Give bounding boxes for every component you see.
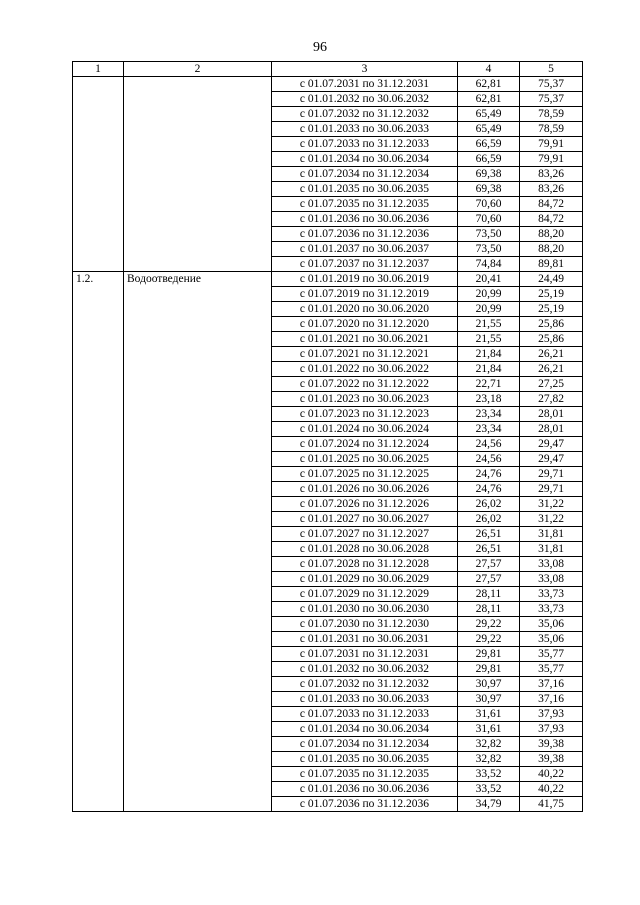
- tariff-value-cell: 28,11: [458, 587, 520, 602]
- column-header-2: 2: [124, 62, 272, 77]
- table-row: [73, 77, 583, 92]
- period-cell: с 01.07.2032 по 31.12.2032: [272, 677, 458, 692]
- period-cell: с 01.01.2035 по 30.06.2035: [272, 752, 458, 767]
- period-cell: с 01.01.2027 по 30.06.2027: [272, 512, 458, 527]
- tariff-value-cell: 26,02: [458, 497, 520, 512]
- tariff-vat-value-cell: 84,72: [520, 197, 583, 212]
- tariff-vat-value-cell: 37,93: [520, 722, 583, 737]
- table-body: [73, 77, 583, 812]
- tariff-value-cell: 27,57: [458, 557, 520, 572]
- tariff-vat-value-cell: 35,77: [520, 662, 583, 677]
- period-cell: с 01.01.2023 по 30.06.2023: [272, 392, 458, 407]
- period-cell: с 01.01.2025 по 30.06.2025: [272, 452, 458, 467]
- tariff-vat-value-cell: 75,37: [520, 77, 583, 92]
- tariff-vat-value-cell: 24,49: [520, 272, 583, 287]
- tariff-value-cell: 66,59: [458, 152, 520, 167]
- period-cell: с 01.07.2037 по 31.12.2037: [272, 257, 458, 272]
- tariff-vat-value-cell: 35,06: [520, 632, 583, 647]
- period-cell: с 01.07.2029 по 31.12.2029: [272, 587, 458, 602]
- tariff-value-cell: 23,18: [458, 392, 520, 407]
- period-cell: с 01.01.2022 по 30.06.2022: [272, 362, 458, 377]
- tariff-vat-value-cell: 39,38: [520, 752, 583, 767]
- tariff-vat-value-cell: 40,22: [520, 767, 583, 782]
- tariff-vat-value-cell: 25,19: [520, 302, 583, 317]
- tariff-value-cell: 73,50: [458, 227, 520, 242]
- tariff-vat-value-cell: 26,21: [520, 347, 583, 362]
- tariff-vat-value-cell: 29,71: [520, 482, 583, 497]
- tariff-value-cell: 62,81: [458, 77, 520, 92]
- tariff-value-cell: 29,81: [458, 647, 520, 662]
- tariff-value-cell: 32,82: [458, 737, 520, 752]
- tariff-vat-value-cell: 25,86: [520, 332, 583, 347]
- tariff-value-cell: 21,55: [458, 332, 520, 347]
- period-cell: с 01.01.2033 по 30.06.2033: [272, 692, 458, 707]
- tariff-value-cell: 33,52: [458, 767, 520, 782]
- tariff-vat-value-cell: 29,71: [520, 467, 583, 482]
- tariff-vat-value-cell: 83,26: [520, 167, 583, 182]
- tariff-value-cell: 69,38: [458, 182, 520, 197]
- column-header-4: 4: [458, 62, 520, 77]
- period-cell: с 01.01.2030 по 30.06.2030: [272, 602, 458, 617]
- item-number-cell: [73, 77, 124, 272]
- period-cell: с 01.07.2023 по 31.12.2023: [272, 407, 458, 422]
- tariff-vat-value-cell: 25,19: [520, 287, 583, 302]
- tariff-vat-value-cell: 28,01: [520, 407, 583, 422]
- period-cell: с 01.01.2034 по 30.06.2034: [272, 722, 458, 737]
- tariff-vat-value-cell: 27,82: [520, 392, 583, 407]
- period-cell: с 01.07.2031 по 31.12.2031: [272, 77, 458, 92]
- period-cell: с 01.01.2034 по 30.06.2034: [272, 152, 458, 167]
- tariff-value-cell: 20,99: [458, 287, 520, 302]
- tariff-value-cell: 29,81: [458, 662, 520, 677]
- tariff-value-cell: 26,02: [458, 512, 520, 527]
- service-name-cell: Водоотведение: [124, 272, 272, 812]
- tariff-vat-value-cell: 35,77: [520, 647, 583, 662]
- tariff-value-cell: 66,59: [458, 137, 520, 152]
- tariff-value-cell: 27,57: [458, 572, 520, 587]
- period-cell: с 01.01.2029 по 30.06.2029: [272, 572, 458, 587]
- table-header-row: [73, 62, 583, 77]
- tariff-value-cell: 69,38: [458, 167, 520, 182]
- tariff-value-cell: 62,81: [458, 92, 520, 107]
- tariff-vat-value-cell: 27,25: [520, 377, 583, 392]
- tariff-vat-value-cell: 84,72: [520, 212, 583, 227]
- tariff-value-cell: 73,50: [458, 242, 520, 257]
- tariff-value-cell: 24,76: [458, 482, 520, 497]
- period-cell: с 01.01.2020 по 30.06.2020: [272, 302, 458, 317]
- tariff-value-cell: 29,22: [458, 632, 520, 647]
- tariff-vat-value-cell: 78,59: [520, 107, 583, 122]
- period-cell: с 01.01.2026 по 30.06.2026: [272, 482, 458, 497]
- tariff-vat-value-cell: 41,75: [520, 797, 583, 812]
- period-cell: с 01.01.2037 по 30.06.2037: [272, 242, 458, 257]
- tariff-value-cell: 20,41: [458, 272, 520, 287]
- period-cell: с 01.01.2032 по 30.06.2032: [272, 662, 458, 677]
- tariff-vat-value-cell: 33,08: [520, 557, 583, 572]
- tariff-vat-value-cell: 31,22: [520, 497, 583, 512]
- item-number-cell: 1.2.: [73, 272, 124, 812]
- period-cell: с 01.07.2036 по 31.12.2036: [272, 797, 458, 812]
- tariff-table: [72, 61, 583, 812]
- tariff-value-cell: 23,34: [458, 422, 520, 437]
- period-cell: с 01.07.2022 по 31.12.2022: [272, 377, 458, 392]
- tariff-vat-value-cell: 88,20: [520, 227, 583, 242]
- tariff-value-cell: 65,49: [458, 122, 520, 137]
- tariff-value-cell: 30,97: [458, 677, 520, 692]
- tariff-vat-value-cell: 31,22: [520, 512, 583, 527]
- tariff-value-cell: 34,79: [458, 797, 520, 812]
- tariff-value-cell: 33,52: [458, 782, 520, 797]
- tariff-value-cell: 65,49: [458, 107, 520, 122]
- tariff-value-cell: 29,22: [458, 617, 520, 632]
- tariff-value-cell: 21,84: [458, 362, 520, 377]
- column-header-1: 1: [73, 62, 124, 77]
- period-cell: с 01.07.2027 по 31.12.2027: [272, 527, 458, 542]
- tariff-vat-value-cell: 37,93: [520, 707, 583, 722]
- period-cell: с 01.01.2036 по 30.06.2036: [272, 212, 458, 227]
- tariff-vat-value-cell: 26,21: [520, 362, 583, 377]
- tariff-value-cell: 21,84: [458, 347, 520, 362]
- service-name-cell: [124, 77, 272, 272]
- tariff-vat-value-cell: 29,47: [520, 437, 583, 452]
- tariff-value-cell: 70,60: [458, 197, 520, 212]
- tariff-vat-value-cell: 33,08: [520, 572, 583, 587]
- tariff-value-cell: 24,56: [458, 452, 520, 467]
- tariff-value-cell: 30,97: [458, 692, 520, 707]
- period-cell: с 01.07.2034 по 31.12.2034: [272, 737, 458, 752]
- tariff-value-cell: 26,51: [458, 542, 520, 557]
- period-cell: с 01.07.2034 по 31.12.2034: [272, 167, 458, 182]
- tariff-vat-value-cell: 79,91: [520, 137, 583, 152]
- period-cell: с 01.07.2024 по 31.12.2024: [272, 437, 458, 452]
- tariff-vat-value-cell: 28,01: [520, 422, 583, 437]
- tariff-vat-value-cell: 89,81: [520, 257, 583, 272]
- period-cell: с 01.07.2030 по 31.12.2030: [272, 617, 458, 632]
- period-cell: с 01.01.2028 по 30.06.2028: [272, 542, 458, 557]
- tariff-value-cell: 31,61: [458, 707, 520, 722]
- page-number: 96: [313, 40, 327, 55]
- period-cell: с 01.07.2033 по 31.12.2033: [272, 137, 458, 152]
- tariff-value-cell: 28,11: [458, 602, 520, 617]
- period-cell: с 01.07.2019 по 31.12.2019: [272, 287, 458, 302]
- tariff-value-cell: 24,76: [458, 467, 520, 482]
- period-cell: с 01.01.2024 по 30.06.2024: [272, 422, 458, 437]
- period-cell: с 01.07.2035 по 31.12.2035: [272, 197, 458, 212]
- tariff-vat-value-cell: 75,37: [520, 92, 583, 107]
- period-cell: с 01.01.2031 по 30.06.2031: [272, 632, 458, 647]
- tariff-vat-value-cell: 35,06: [520, 617, 583, 632]
- period-cell: с 01.01.2035 по 30.06.2035: [272, 182, 458, 197]
- period-cell: с 01.07.2025 по 31.12.2025: [272, 467, 458, 482]
- period-cell: с 01.01.2019 по 30.06.2019: [272, 272, 458, 287]
- column-header-5: 5: [520, 62, 583, 77]
- tariff-vat-value-cell: 25,86: [520, 317, 583, 332]
- period-cell: с 01.07.2033 по 31.12.2033: [272, 707, 458, 722]
- period-cell: с 01.01.2021 по 30.06.2021: [272, 332, 458, 347]
- tariff-vat-value-cell: 79,91: [520, 152, 583, 167]
- tariff-value-cell: 22,71: [458, 377, 520, 392]
- period-cell: с 01.07.2028 по 31.12.2028: [272, 557, 458, 572]
- tariff-value-cell: 32,82: [458, 752, 520, 767]
- tariff-value-cell: 24,56: [458, 437, 520, 452]
- tariff-vat-value-cell: 37,16: [520, 692, 583, 707]
- period-cell: с 01.07.2035 по 31.12.2035: [272, 767, 458, 782]
- tariff-vat-value-cell: 31,81: [520, 527, 583, 542]
- tariff-value-cell: 70,60: [458, 212, 520, 227]
- period-cell: с 01.07.2031 по 31.12.2031: [272, 647, 458, 662]
- tariff-vat-value-cell: 37,16: [520, 677, 583, 692]
- period-cell: с 01.01.2032 по 30.06.2032: [272, 92, 458, 107]
- tariff-vat-value-cell: 88,20: [520, 242, 583, 257]
- tariff-vat-value-cell: 29,47: [520, 452, 583, 467]
- table-row: [73, 272, 583, 287]
- period-cell: с 01.07.2026 по 31.12.2026: [272, 497, 458, 512]
- tariff-vat-value-cell: 83,26: [520, 182, 583, 197]
- tariff-value-cell: 20,99: [458, 302, 520, 317]
- tariff-vat-value-cell: 33,73: [520, 602, 583, 617]
- tariff-value-cell: 26,51: [458, 527, 520, 542]
- period-cell: с 01.07.2032 по 31.12.2032: [272, 107, 458, 122]
- tariff-value-cell: 23,34: [458, 407, 520, 422]
- tariff-value-cell: 21,55: [458, 317, 520, 332]
- tariff-vat-value-cell: 31,81: [520, 542, 583, 557]
- period-cell: с 01.07.2020 по 31.12.2020: [272, 317, 458, 332]
- period-cell: с 01.01.2036 по 30.06.2036: [272, 782, 458, 797]
- tariff-vat-value-cell: 39,38: [520, 737, 583, 752]
- tariff-vat-value-cell: 78,59: [520, 122, 583, 137]
- period-cell: с 01.07.2036 по 31.12.2036: [272, 227, 458, 242]
- tariff-value-cell: 31,61: [458, 722, 520, 737]
- column-header-3: 3: [272, 62, 458, 77]
- tariff-vat-value-cell: 33,73: [520, 587, 583, 602]
- tariff-value-cell: 74,84: [458, 257, 520, 272]
- period-cell: с 01.07.2021 по 31.12.2021: [272, 347, 458, 362]
- tariff-vat-value-cell: 40,22: [520, 782, 583, 797]
- period-cell: с 01.01.2033 по 30.06.2033: [272, 122, 458, 137]
